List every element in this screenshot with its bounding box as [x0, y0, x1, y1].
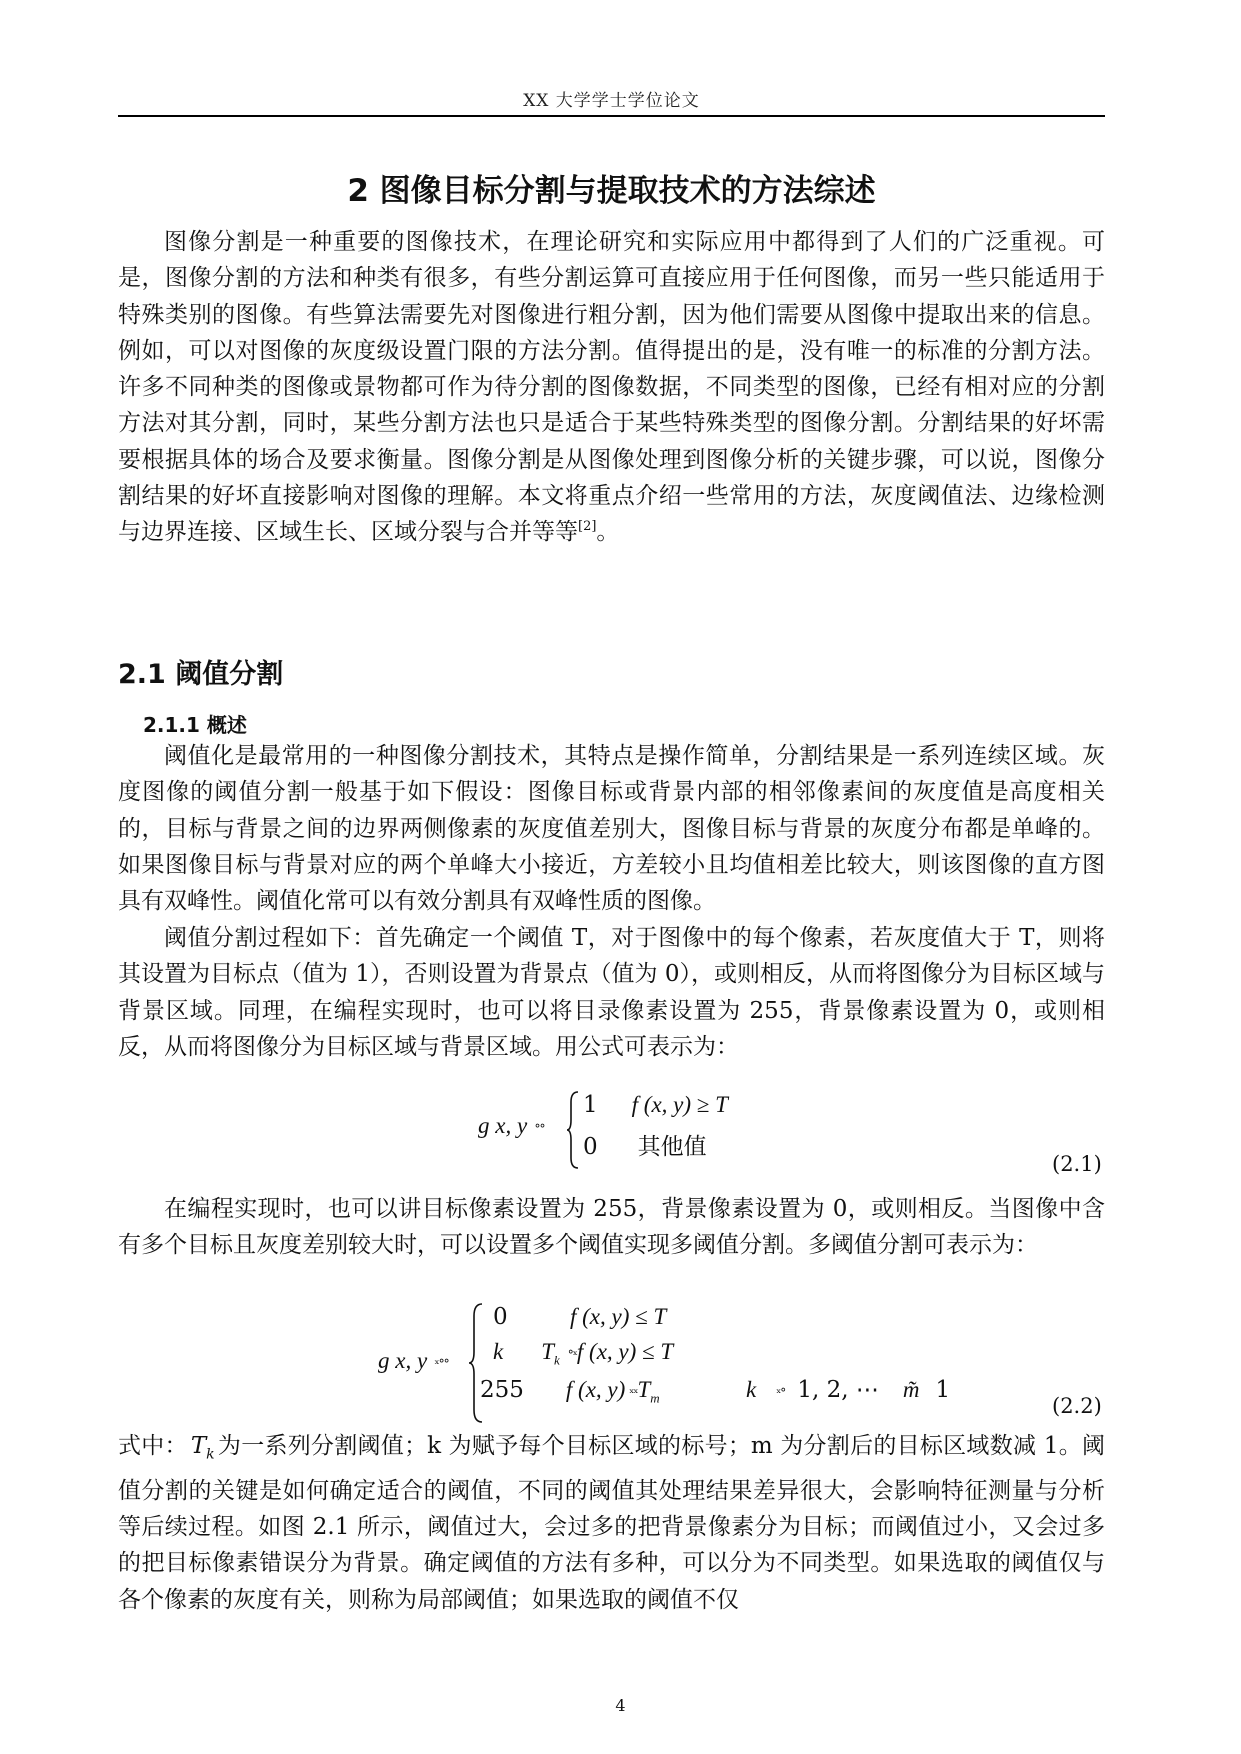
equation-2-1-case-2: 0 其他值 — [583, 1134, 707, 1160]
equation-2-1-number: (2.1) — [1052, 1152, 1102, 1176]
equation-2-2-lhs: g x, y ˣ°° — [378, 1348, 449, 1373]
paragraph-thresholding-process: 阈值分割过程如下：首先确定一个阈值 T，对于图像中的每个像素，若灰度值大于 T，则将其设置为目标点（值为 1），否则设置为背景点（值为 0），或则相反，从而将图像分为目标区域与背景区域。同理，在编程实现时，也可以将目录像素设置为 255，背景像素设置为 0，或则相反，从而将图像分为目标区域与背景区域。用公式可表示为： — [118, 925, 1105, 1060]
running-header: XX 大学学士学位论文 — [523, 91, 700, 111]
intro-paragraph — [118, 224, 1105, 551]
intro-text: 图像分割是一种重要的图像技术，在理论研究和实际应用中都得到了人们的广泛重视。可是，图像分割的方法和种类有很多，有些分割运算可直接应用于任何图像，而另一些只能适用于特殊类别的图像。有些算法需要先对图像进行粗分割，因为他们需要从图像中提取出来的信息。例如，可以对图像的灰度级设置门限的方法分割。值得提出的是，没有唯一的标准的分割方法。许多不同种类的图像或景物都可作为待分割的图像数据，不同类型的图像，已经有相对应的分割方法对其分割，同时，某些分割方法也只是适合于某些特殊类型的图像分割。分割结果的好坏需要根据具体的场合及要求衡量。图像分割是从图像处理到图像分析的关键步骤，可以说，图像分割结果的好坏直接影响对图像的理解。本文将重点介绍一些常用的方法，灰度阈值法、边缘检测与边界连接、区域生长、区域分裂与合并等等 — [118, 229, 1105, 546]
paragraph-thresholding-overview: 阈值化是最常用的一种图像分割技术，其特点是操作简单，分割结果是一系列连续区域。灰度图像的阈值分割一般基于如下假设：图像目标或背景内部的相邻像素间的灰度值是高度相关的，目标与背景之间的边界两侧像素的灰度值差别大，图像目标与背景的灰度分布都是单峰的。如果图像目标与背景对应的两个单峰大小接近，方差较小且均值相差比较大，则该图像的直方图具有双峰性。阈值化常可以有效分割具有双峰性质的图像。 — [118, 743, 1105, 915]
chapter-title: 2 图像目标分割与提取技术的方法综述 — [347, 173, 876, 209]
equation-2-1-lhs: g x, y °° — [478, 1113, 545, 1138]
section-heading-2-1-1: 2.1.1 概述 — [143, 713, 247, 737]
equation-2-2-index-range: k ˣ° 1, 2, ⋯ m̃ 1 — [746, 1377, 951, 1403]
header-rule — [118, 115, 1105, 117]
equation-2-1-case-1: 1 f (x, y) ≥ T — [583, 1092, 728, 1118]
equation-2-2-case-3: 255 f (x, y) ˣˣT$_m$ — [480, 1377, 660, 1406]
paragraph-multi-threshold: 在编程实现时，也可以讲目标像素设置为 255，背景像素设置为 0，或则相反。当图像中含有多个目标且灰度差别较大时，可以设置多个阈值实现多阈值分割。多阈值分割可表示为： — [118, 1196, 1105, 1259]
citation: [2] — [578, 519, 597, 535]
page-number: 4 — [615, 1696, 626, 1715]
equation-2-2-number: (2.2) — [1052, 1394, 1102, 1418]
intro-end: 。 — [596, 519, 620, 546]
equation-2-2-case-1: 0 f (x, y) ≤ T — [493, 1304, 667, 1330]
equation-2-1-brace — [566, 1090, 580, 1170]
paragraph-threshold-selection: 式中： $T_k$ 为一系列分割阈值；k 为赋予每个目标区域的标号；m 为分割后的目标区域数减 1。阈值分割的关键是如何确定适合的阈值，不同的阈值其处理结果差异很大，会影响特征测量与分析等后续过程。如图 2.1 所示，阈值过大，会过多的把背景像素分为目标；而阈值过小，又会过多的把目标像素错误分为背景。确定阈值的方法有多种，可以分为不同类型。如果选取的阈值仅与各个像素的灰度有关，则称为局部阈值；如果选取的阈值不仅 — [118, 1433, 1105, 1613]
section-heading-2-1: 2.1 阈值分割 — [118, 659, 284, 690]
threshold-symbol: $T_k$ — [190, 1433, 215, 1463]
equation-2-2-case-2: k $T_k$ °ˣf (x, y) ≤ T — [493, 1339, 674, 1368]
